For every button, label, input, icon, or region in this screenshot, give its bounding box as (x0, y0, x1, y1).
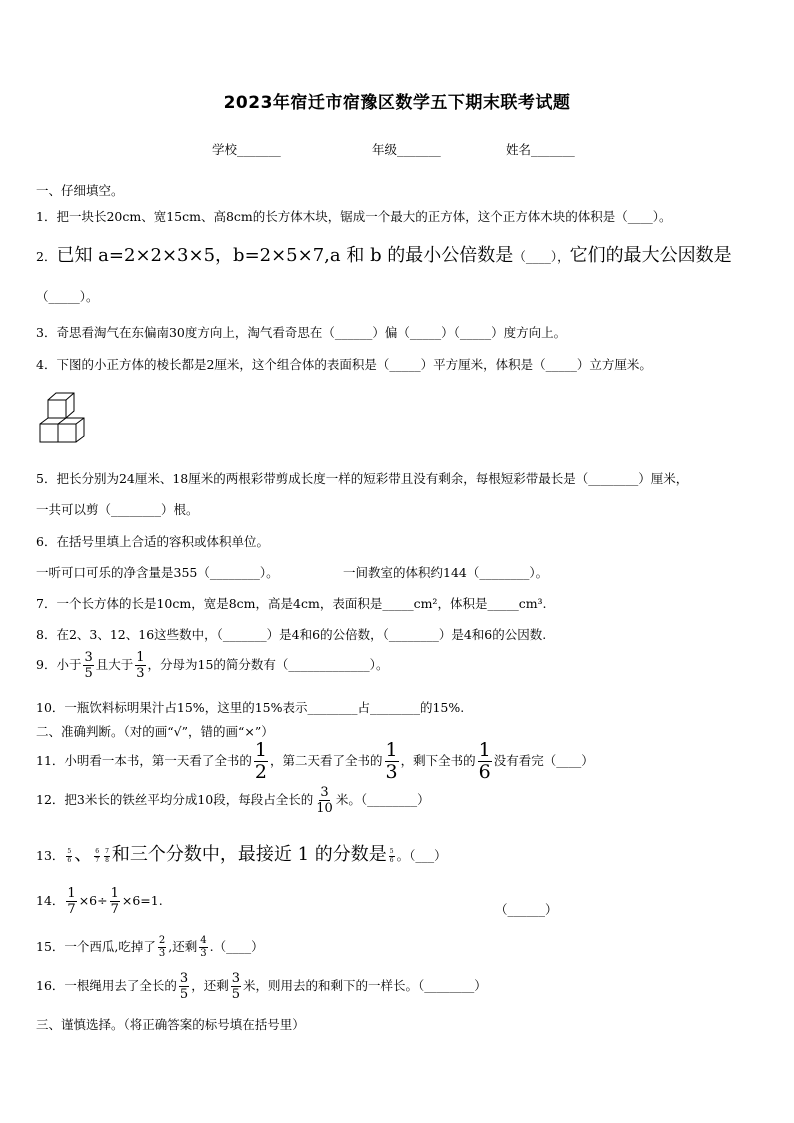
fraction: $\frac{3}{5}$ (179, 971, 189, 1002)
question-14: 14． $\frac{1}{7}$ ×6÷ $\frac{1}{7}$ ×6=1. (36, 886, 163, 917)
fraction: $\frac{1}{7}$ (110, 886, 119, 917)
question-14-answer: （______） (495, 902, 558, 917)
name-field: 姓名_______ (506, 142, 575, 157)
section-1-heading: 一、仔细填空。 (36, 183, 124, 198)
question-5-line1: 5．把长分别为24厘米、18厘米的两根彩带剪成长度一样的短彩带且没有剩余，每根短彩带最长是（________）厘米， (36, 471, 689, 486)
page-title: 2023年宿迁市宿豫区数学五下期末联考试题 (223, 93, 571, 113)
fraction: $\frac{5}{6}$ (389, 848, 394, 864)
fraction: $\frac{1}{3}$ (136, 650, 145, 681)
fraction: $\frac{1}{6}$ (478, 739, 491, 783)
question-2: 2．已知 a=2×2×3×5，b=2×5×7,a 和 b 的最小公倍数是（____），它们的最大公因数是 (36, 245, 732, 266)
question-6b: 一间教室的体积约144（________）。 (343, 565, 549, 580)
question-4: 4．下图的小正方体的棱长都是2厘米，这个组合体的表面积是（_____）平方厘米，体积是（_____）立方厘米。 (36, 357, 652, 372)
fraction: $\frac{6}{7}$ (95, 848, 100, 864)
fraction: $\frac{3}{10}$ (316, 785, 333, 816)
question-6a: 一听可口可乐的净含量是355（________）。 (36, 565, 279, 580)
section-3-heading: 三、谨慎选择。（将正确答案的标号填在括号里） (36, 1017, 305, 1032)
fraction: $\frac{5}{6}$ (67, 848, 72, 864)
question-10: 10．一瓶饮料标明果汁占15%，这里的15%表示________占________的15%. (36, 700, 465, 715)
question-6: 6．在括号里填上合适的容积或体积单位。 (36, 534, 269, 549)
grade-field: 年级_______ (372, 142, 441, 157)
fraction: $\frac{7}{8}$ (105, 848, 109, 864)
question-3: 3．奇思看淘气在东偏南30度方向上，淘气看奇思在（______）偏（_____）（_____）度方向上。 (36, 325, 567, 340)
question-12: 12．把3米长的铁丝平均分成10段，每段占全长的 $\frac{3}{10}$ 米。（________） (36, 785, 430, 816)
fraction: $\frac{3}{5}$ (231, 971, 240, 1002)
fraction: $\frac{1}{7}$ (67, 886, 76, 917)
question-9: 9．小于 $\frac{3}{5}$ 且大于 $\frac{1}{3}$ ，分母为15的简分数有（_____________）。 (36, 650, 389, 681)
question-2-continued: （_____）。 (36, 289, 99, 304)
question-15: 15．一个西瓜,吃掉了 $\frac{2}{3}$ ,还剩 $\frac{4}{3}$ .（____） (36, 935, 264, 959)
cube-composite-figure (34, 391, 96, 445)
question-8: 8．在2、3、12、16这些数中，（_______）是4和6的公倍数，（________）是4和6的公因数. (36, 627, 547, 642)
fraction: $\frac{1}{2}$ (254, 739, 268, 783)
fraction: $\frac{1}{3}$ (385, 739, 398, 783)
question-11: 11．小明看一本书，第一天看了全书的 $\frac{1}{2}$ ，第二天看了全书的 $\frac{1}{3}$ ，剩下全书的 $\frac{1}{6}$ 没有看完（____） (36, 739, 594, 783)
fraction: $\frac{4}{3}$ (200, 935, 207, 959)
section-2-heading: 二、准确判断。（对的画“√”，错的画“×”） (36, 724, 274, 739)
question-16: 16．一根绳用去了全长的 $\frac{3}{5}$ ，还剩 $\frac{3}{5}$ 米，则用去的和剩下的一样长。（________） (36, 971, 487, 1002)
question-7: 7．一个长方体的长是10cm，宽是8cm，高是4cm，表面积是_____cm²，体积是_____cm³. (36, 596, 547, 611)
question-1: 1．把一块长20cm、宽15cm、高8cm的长方体木块，锯成一个最大的正方体，这个正方体木块的体积是（____）。 (36, 209, 672, 224)
question-5-line2: 一共可以剪（________）根。 (36, 502, 199, 517)
school-field: 学校_______ (212, 142, 281, 157)
question-13: 13． $\frac{5}{6}$ 、 $\frac{6}{7}$ $\frac{7}{8}$ 和三个分数中，最接近 1 的分数是 $\frac{5}{6}$ 。（___） (36, 844, 447, 865)
fraction: $\frac{2}{3}$ (158, 935, 166, 959)
fraction: $\frac{3}{5}$ (84, 650, 93, 681)
